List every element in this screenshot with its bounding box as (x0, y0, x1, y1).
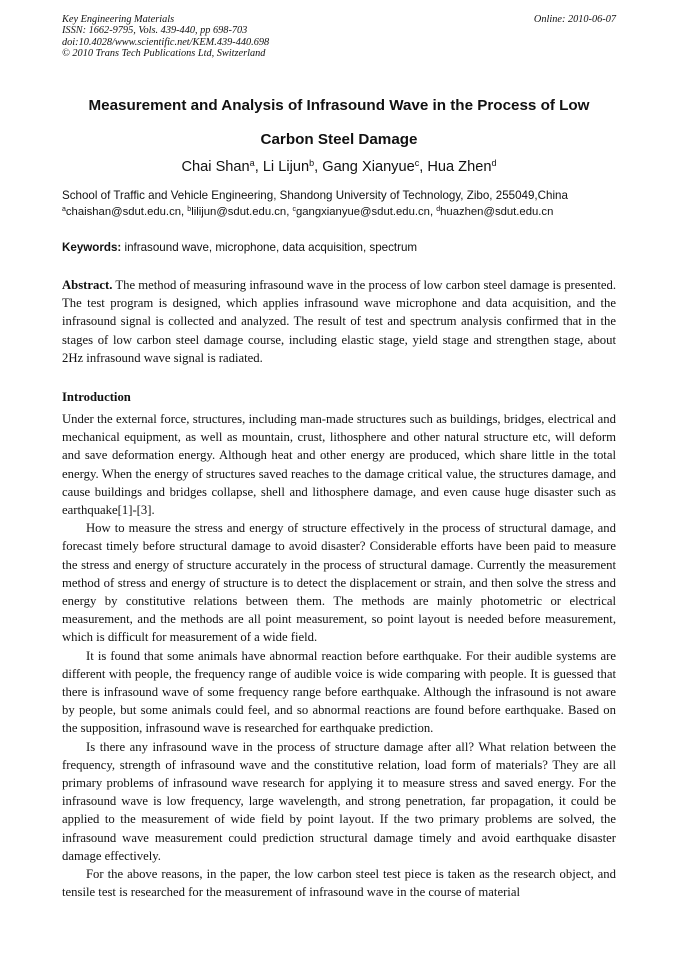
keywords-label: Keywords: (62, 241, 122, 254)
keywords-text: infrasound wave, microphone, data acquisition, spectrum (121, 241, 418, 254)
online-date: Online: 2010-06-07 (533, 14, 616, 25)
author: Gang Xianyue$^c$, (322, 158, 428, 175)
email-address[interactable]: $^a$chaishan@sdut.edu.cn (62, 206, 182, 218)
abstract (62, 276, 616, 367)
section-heading-introduction: Introduction (62, 390, 131, 404)
author-list (62, 157, 616, 177)
abstract-label: Abstract. (62, 278, 113, 292)
affiliation: School of Traffic and Vehicle Engineering, Shandong University of Technology, Zibo, 255049,China (62, 189, 568, 202)
paragraph: It is found that some animals have abnormal reaction before earthquake. For their audible systems are different with people, the frequency range of audible voice is wide comparing with people. It is guessed that there is infrasound wave of some frequency range before earthquake. Although the infrasound is not aware by people, but some animals could feel, and so abnormal reactions are found before earthquake. Based on the supposition, infrasound wave is researched for earthquake prediction. (62, 648, 616, 736)
title-line-2: Carbon Steel Damage (260, 131, 418, 148)
paper-title (62, 89, 616, 157)
copyright-line: © 2010 Trans Tech Publications Ltd, Switzerland (62, 48, 266, 60)
email-list: $^a$chaishan@sdut.edu.cn, $^b$lilijun@sdut.edu.cn, $^c$gangxianyue@sdut.edu.cn, $^d$huazhen@sdut.edu.cn (62, 206, 554, 218)
paragraph: Under the external force, structures, including man-made structures such as buildings, bridges, electrical and mechanical equipment, as well as mountain, crust, lithosphere and other natural structure etc, will deform and save deformation energy. Although heat and other energy are produced, which share little in the total energy. When the energy of structures saved reaches to the damage critical value, the structures damage, and cause buildings and bridges collapse, shell and lithosphere damage, and even cause huge disaster such as earthquake[1]-[3]. (62, 412, 616, 518)
paragraph: Is there any infrasound wave in the process of structure damage after all? What relation between the frequency, strength of infrasound wave and the constitutive relation, load form of materials? They are all primary problems of infrasound wave research for applying it to measure stress and saved energy. For the infrasound wave is low frequency, large wavelength, and strong penetration, far propagation, it could be applied to the measurement of wide field by point layout. If the two primary problems are solved, the infrasound wave measurement could prediction structural damage timely and avoid earthquake disaster damage effectively. (62, 739, 616, 863)
email-address[interactable]: $^d$huazhen@sdut.edu.cn (436, 206, 554, 218)
journal-name: Key Engineering Materials (62, 14, 175, 25)
paragraph: For the above reasons, in the paper, the low carbon steel test piece is taken as the research object, and tensile test is researched for the measurement of infrasound wave in the course of material (62, 867, 616, 900)
abstract-text: The method of measuring infrasound wave in the process of low carbon steel damage is presented. The test program is designed, which applies infrasound wave microphone and data acquisition, and the infrasound signal is collected and analyzed. The result of test and spectrum analysis confirmed that in the stages of low carbon steel damage course, including elastic stage, yield stage and strengthen stage, about 2Hz infrasound wave signal is radiated. (62, 278, 616, 365)
email-address[interactable]: $^c$gangxianyue@sdut.edu.cn (292, 206, 430, 218)
keywords (62, 240, 616, 256)
introduction-body (62, 410, 616, 901)
paragraph: How to measure the stress and energy of structure effectively in the process of structural damage, and forecast timely before structural damage to avoid disaster? Considerable efforts have been paid to measure the stress and energy of structure accurately in the process of structural damage. Currently the measurement method of stress and energy of structure is to detect the displacement or strain, and then solve the stress and energy by constitutive relations between them. The methods are mainly photometric or electrical measurement, and the methods are all point measurement, so point layout is needed before measurement, which is difficult for measurement of a wide field. (62, 521, 616, 645)
author: Chai Shan$^a$, (181, 158, 263, 175)
email-address[interactable]: $^b$lilijun@sdut.edu.cn (187, 206, 287, 218)
title-line-1: Measurement and Analysis of Infrasound Wave in the Process of Low (88, 97, 590, 114)
issn-line: ISSN: 1662-9795, Vols. 439-440, pp 698-703 (62, 25, 248, 37)
doi-line: doi:10.4028/www.scientific.net/KEM.439-440.698 (62, 36, 270, 48)
author: Hua Zhen$^d$ (427, 158, 497, 175)
journal-header (62, 14, 616, 60)
author: Li Lijun$^b$, (262, 158, 323, 175)
